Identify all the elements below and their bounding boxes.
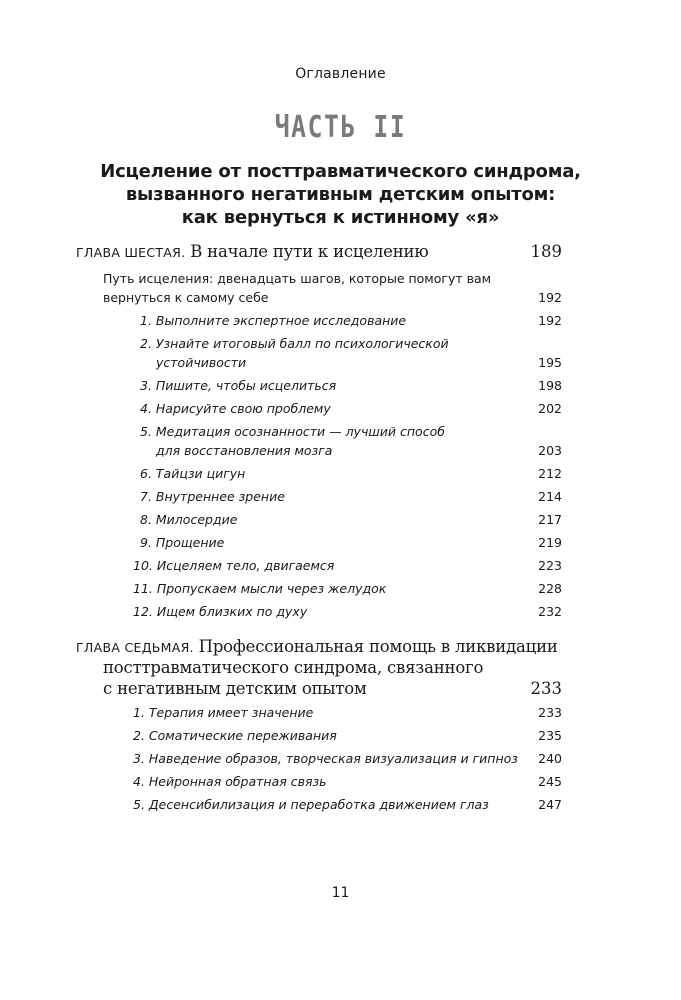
toc-page-number: 228	[538, 581, 562, 596]
chapter-page-number: 189	[530, 242, 562, 261]
toc-entry: 4. Нейронная обратная связь	[133, 774, 327, 789]
toc-entry: 5. Медитация осознанности — лучший способ	[140, 424, 445, 439]
toc-entry: 12. Ищем близких по духу	[133, 604, 308, 619]
chapter-title-continuation: посттравматического синдрома, связанного	[103, 658, 484, 677]
toc-entry: 8. Милосердие	[140, 512, 238, 527]
toc-entry-continuation: для восстановления мозга	[156, 443, 333, 458]
toc-page-number: 212	[538, 466, 562, 481]
toc-page-number: 195	[538, 355, 562, 370]
toc-entry: 1. Терапия имеет значение	[133, 705, 314, 720]
toc-page-number: 198	[538, 378, 562, 393]
toc-entry: 2. Узнайте итоговый балл по психологической	[140, 336, 449, 351]
toc-page-number: 245	[538, 774, 562, 789]
toc-entry: 5. Десенсибилизация и переработка движением глаз	[133, 797, 489, 812]
toc-section-line: вернуться к самому себе	[103, 290, 269, 305]
toc-page-number: 202	[538, 401, 562, 416]
toc-page-number: 214	[538, 489, 562, 504]
toc-page-number: 235	[538, 728, 562, 743]
toc-page-number: 217	[538, 512, 562, 527]
running-head: Оглавление	[295, 66, 386, 82]
toc-entry: 4. Нарисуйте свою проблему	[140, 401, 331, 416]
toc-page-number: 223	[538, 558, 562, 573]
chapter-title: В начале пути к исцелению	[190, 242, 429, 261]
part-title: ЧАСТЬ II	[274, 110, 407, 145]
chapter-page-number: 233	[530, 679, 562, 698]
toc-entry: 10. Исцеляем тело, двигаемся	[133, 558, 335, 573]
part-subtitle-line: как вернуться к истинному «я»	[181, 207, 500, 228]
chapter-label: ГЛАВА ШЕСТАЯ.	[76, 245, 186, 260]
toc-entry: 1. Выполните экспертное исследование	[140, 313, 407, 328]
toc-page-number: 192	[538, 290, 562, 305]
toc-page-number: 247	[538, 797, 562, 812]
chapter-seven-heading	[76, 636, 558, 658]
toc-page-number: 232	[538, 604, 562, 619]
part-subtitle	[80, 160, 601, 229]
toc-section-line: Путь исцеления: двенадцать шагов, которые помогут вам	[103, 271, 492, 286]
toc-page-number: 192	[538, 313, 562, 328]
toc-entry: 7. Внутреннее зрение	[140, 489, 285, 504]
part-subtitle-line: Исцеление от посттравматического синдрома,	[100, 161, 581, 182]
toc-entry-continuation: устойчивости	[156, 355, 247, 370]
part-subtitle-line: вызванного негативным детским опытом:	[125, 184, 556, 205]
toc-entry: 9. Прощение	[140, 535, 225, 550]
chapter-label: ГЛАВА СЕДЬМАЯ.	[76, 640, 194, 655]
chapter-title-continuation: с негативным детским опытом	[103, 679, 367, 698]
toc-entry: 3. Наведение образов, творческая визуализация и гипноз	[133, 751, 518, 766]
toc-entry: 6. Тайцзи цигун	[140, 466, 246, 481]
toc-entry: 3. Пишите, чтобы исцелиться	[140, 378, 337, 393]
chapter-six-heading	[76, 241, 429, 263]
chapter-title: Профессиональная помощь в ликвидации	[198, 637, 558, 656]
toc-page-number: 203	[538, 443, 562, 458]
toc-entry: 2. Соматические переживания	[133, 728, 337, 743]
toc-page-number: 240	[538, 751, 562, 766]
toc-page-number: 233	[538, 705, 562, 720]
toc-entry: 11. Пропускаем мысли через желудок	[133, 581, 387, 596]
page-number: 11	[331, 885, 350, 901]
toc-page-number: 219	[538, 535, 562, 550]
